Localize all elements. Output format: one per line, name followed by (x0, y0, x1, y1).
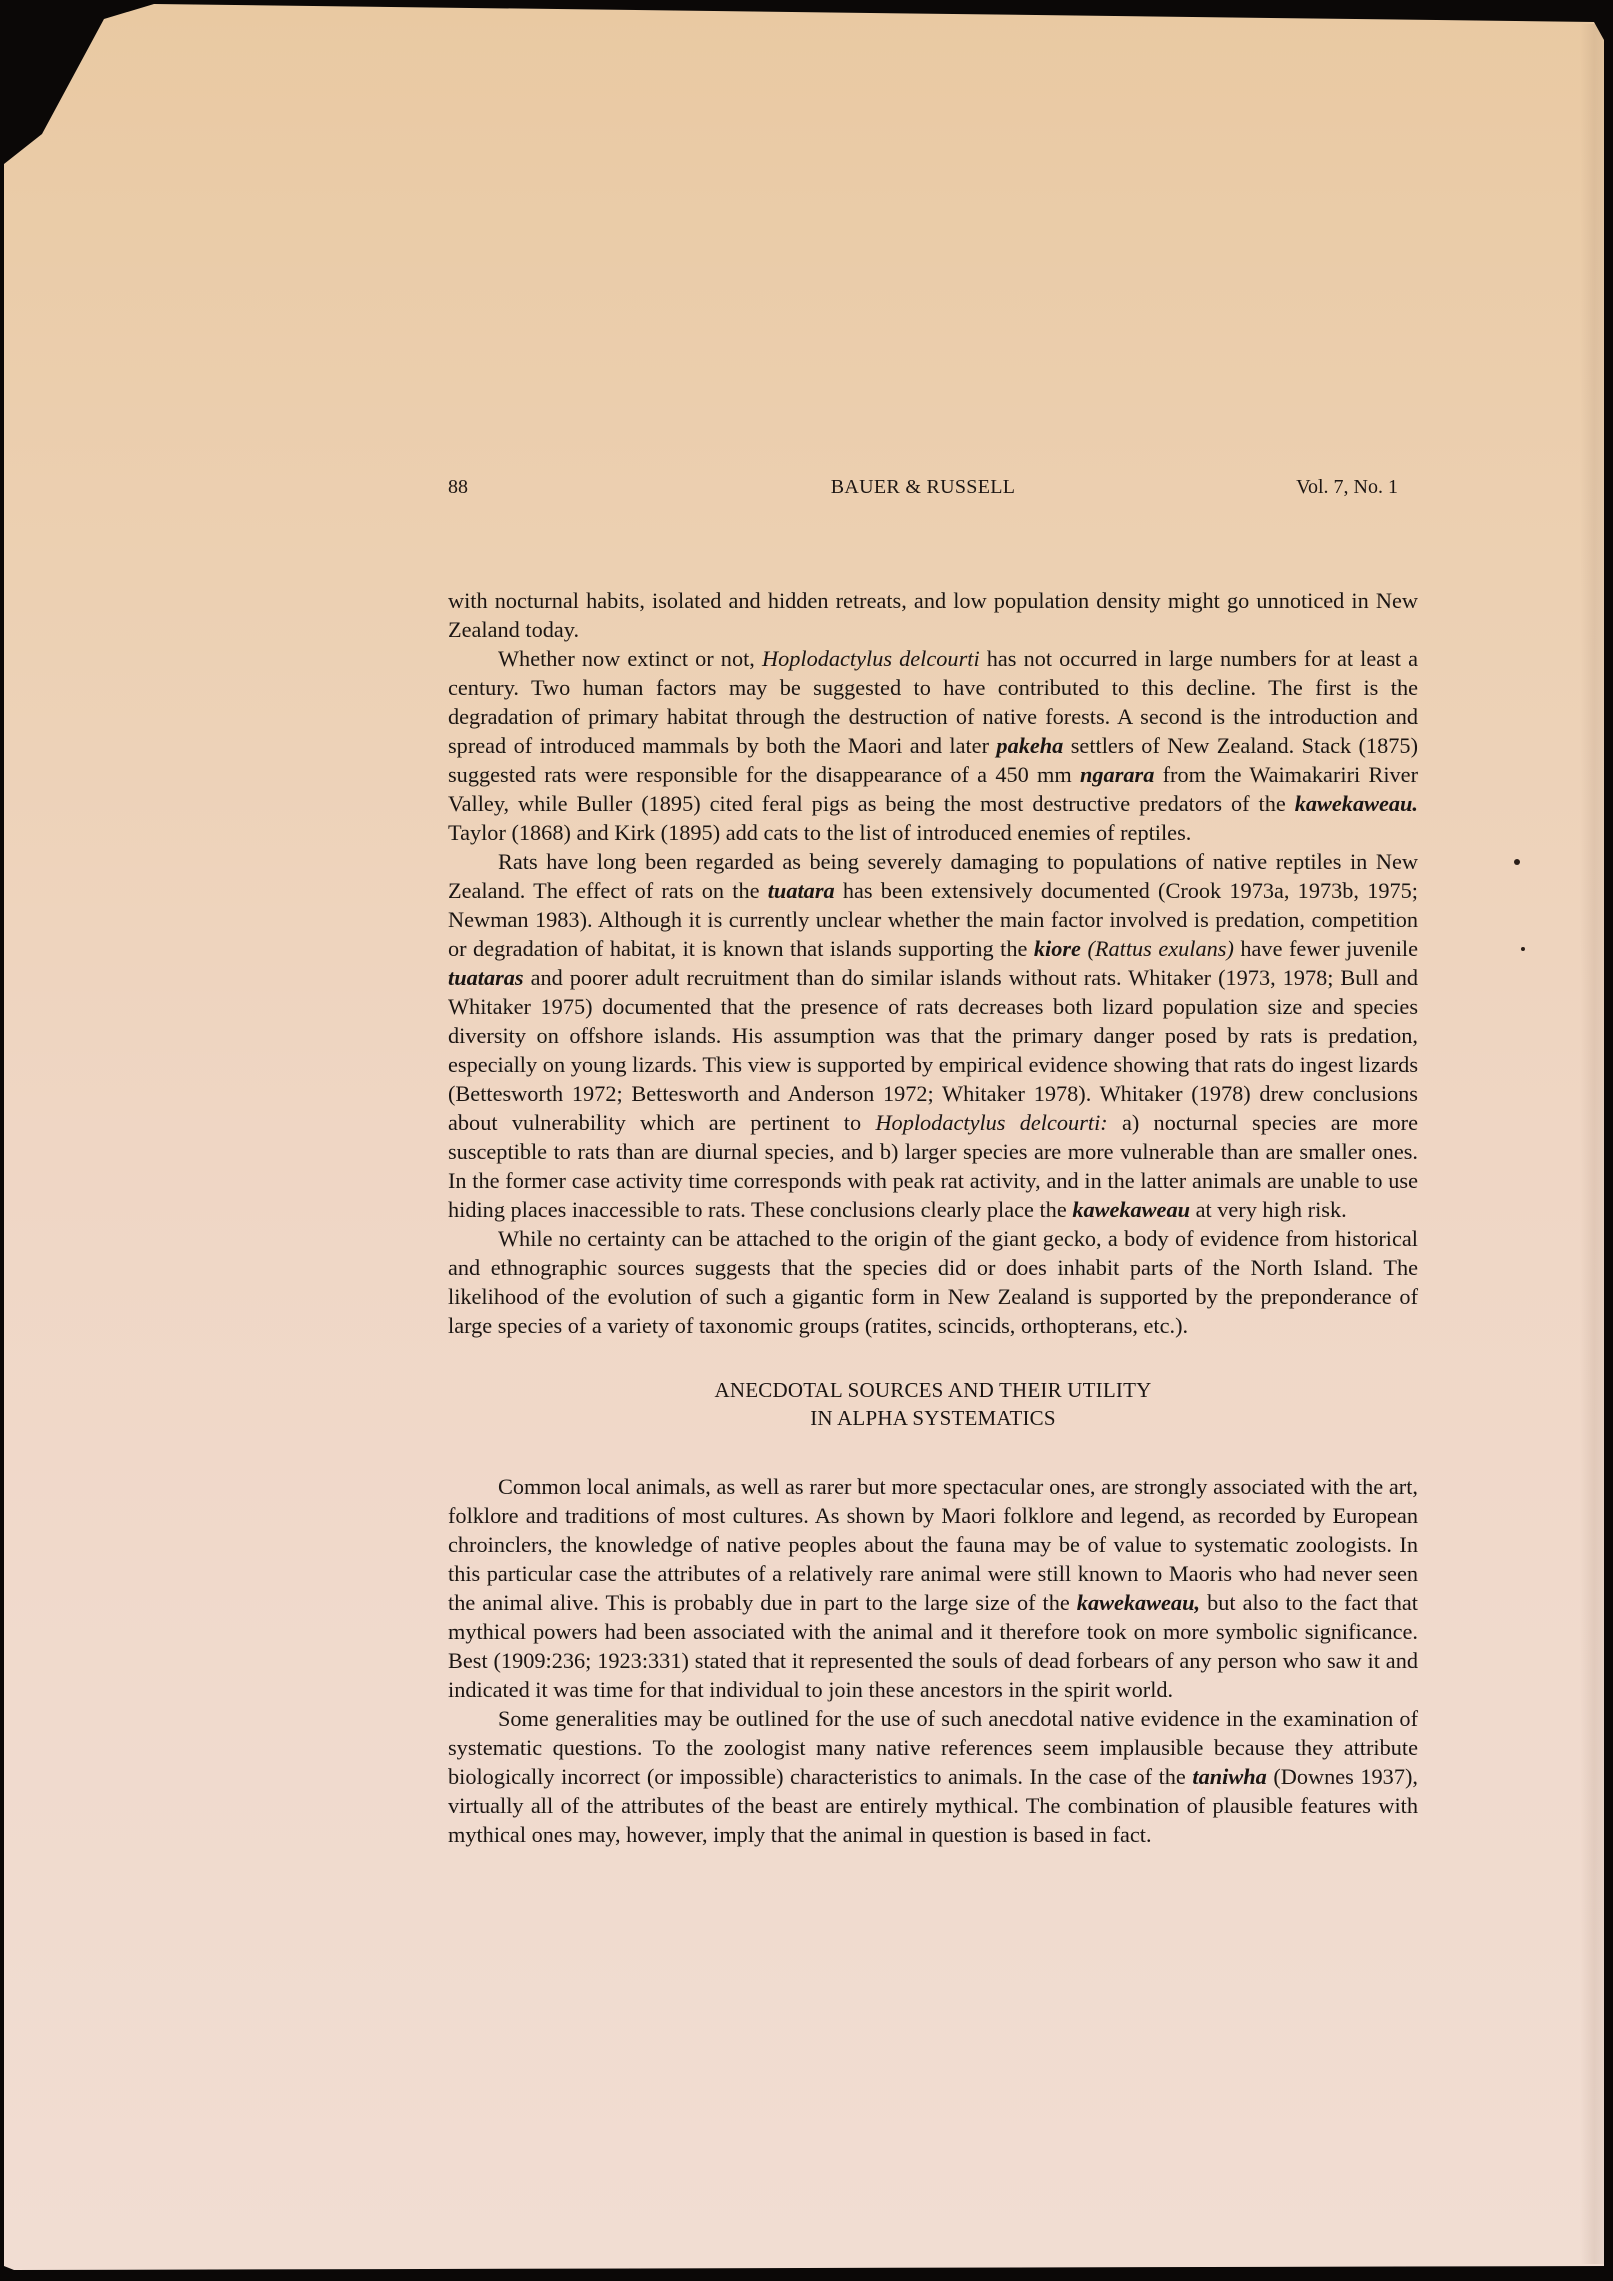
volume-issue: Vol. 7, No. 1 (1296, 476, 1398, 498)
page-number: 88 (448, 476, 468, 498)
paragraph (448, 1472, 1418, 1704)
paper-edge-shadow (1580, 24, 1604, 2264)
running-head-authors: BAUER & RUSSELL (830, 476, 1016, 498)
text-run: a) nocturnal species are more susceptible to rats than are diurnal species, and b) larger species are more vulnerable than are smaller ones. In the former case activity time corresponds with peak rat activity, and in the latter animals are unable to use hiding places inaccessible to rats. These conclusions clearly place the (448, 1110, 1419, 1222)
scientific-name: Hoplodactylus delcourti (761, 646, 980, 671)
text-run: has not occurred in large numbers for at least a century. Two human factors may be suggested to have contributed to this decline. The first is the degradation of primary habitat through the destruction of native forests. A second is the introduction and spread of introduced mammals by both the Maori and later (448, 646, 1418, 758)
maori-term: tuatara (767, 878, 835, 903)
maori-term: kawekaweau, (1076, 1590, 1201, 1615)
maori-term: ngarara (1080, 762, 1155, 787)
text-run: Taylor (1868) and Kirk (1895) add cats to the list of introduced enemies of reptiles. (448, 820, 1192, 845)
body-text (448, 586, 1418, 1849)
scientific-name: (Rattus exulans) (1080, 936, 1234, 961)
text-run: with nocturnal habits, isolated and hidden retreats, and low population density might go unnoticed in New Zealand today. (448, 588, 1418, 642)
running-head (448, 476, 1398, 506)
text-run: and poorer adult recruitment than do similar islands without rats. Whitaker (1973, 1978; Bull and Whitaker 1975) documented that the presence of rats decreases both lizard population size and species diversity on offshore islands. His assumption was that the primary danger posed by rats is predation, especially on young lizards. This view is supported by empirical evidence showing that rats do ingest lizards (Bettesworth 1972; Bettesworth and Anderson 1972; Whitaker 1978). Whitaker (1978) drew conclusions about vulnerability which are pertinent to (448, 965, 1418, 1135)
paper-speck (1514, 859, 1520, 865)
paragraph (448, 847, 1418, 1224)
section-heading (448, 1376, 1418, 1432)
paragraph (448, 586, 1418, 644)
scientific-name: Hoplodactylus delcourti: (875, 1110, 1108, 1135)
text-run: (Downes 1937), virtually all of the attributes of the beast are entirely mythical. The combination of plausible features with mythical ones may, however, imply that the animal in question is based in fact. (448, 1764, 1418, 1847)
text-run: has been extensively documented (Crook 1973a, 1973b, 1975; Newman 1983). Although it is currently unclear whether the main factor involved is predation, competition or degradation of habitat, it is known that islands supporting the (448, 878, 1418, 961)
text-run: Rats have long been regarded as being severely damaging to populations of native reptiles in New Zealand. The effect of rats on the (448, 849, 1418, 903)
text-run: but also to the fact that mythical powers had been associated with the animal and it therefore took on more symbolic significance. Best (1909:236; 1923:331) stated that it represented the souls of dead forbears of any person who saw it and indicated it was time for that individual to join these ancestors in the spirit world. (448, 1590, 1418, 1702)
maori-term: kiore (1033, 936, 1081, 961)
paragraphs-after-heading (448, 1472, 1418, 1849)
section-heading-line-1: ANECDOTAL SOURCES AND THEIR UTILITY (714, 1378, 1152, 1402)
paragraph (448, 1224, 1418, 1340)
text-run: have fewer juvenile (1233, 936, 1418, 961)
maori-term: kawekaweau. (1294, 791, 1418, 816)
paragraph (448, 644, 1418, 847)
text-run: Common local animals, as well as rarer but more spectacular ones, are strongly associated with the art, folklore and traditions of most cultures. As shown by Maori folklore and legend, as recorded by European chroinclers, the knowledge of native peoples about the fauna may be of value to systematic zoologists. In this particular case the attributes of a relatively rare animal were still known to Maoris who had never seen the animal alive. This is probably due in part to the large size of the (448, 1474, 1418, 1615)
maori-term: pakeha (996, 733, 1064, 758)
paper-speck (1521, 947, 1525, 951)
maori-term: tuataras (448, 965, 524, 990)
maori-term: taniwha (1192, 1764, 1267, 1789)
paragraph (448, 1704, 1418, 1849)
text-run: While no certainty can be attached to the origin of the giant gecko, a body of evidence from historical and ethnographic sources suggests that the species did or does inhabit parts of the North Island. The likelihood of the evolution of such a gigantic form in New Zealand is supported by the preponderance of large species of a variety of taxonomic groups (ratites, scincids, orthopterans, etc.). (448, 1226, 1418, 1338)
text-run: Whether now extinct or not, (498, 646, 762, 671)
text-run: Some generalities may be outlined for the use of such anecdotal native evidence in the examination of systematic questions. To the zoologist many native references seem implausible because they attribute biologically incorrect (or impossible) characteristics to animals. In the case of the (448, 1706, 1418, 1789)
text-run: from the Waimakariri River Valley, while Buller (1895) cited feral pigs as being the most destructive predators of the (448, 762, 1418, 816)
paragraphs-before-heading (448, 586, 1418, 1340)
text-run: at very high risk. (1190, 1197, 1347, 1222)
text-run: settlers of New Zealand. Stack (1875) suggested rats were responsible for the disappearance of a 450 mm (448, 733, 1418, 787)
section-heading-line-2: IN ALPHA SYSTEMATICS (810, 1406, 1056, 1430)
maori-term: kawekaweau (1072, 1197, 1190, 1222)
